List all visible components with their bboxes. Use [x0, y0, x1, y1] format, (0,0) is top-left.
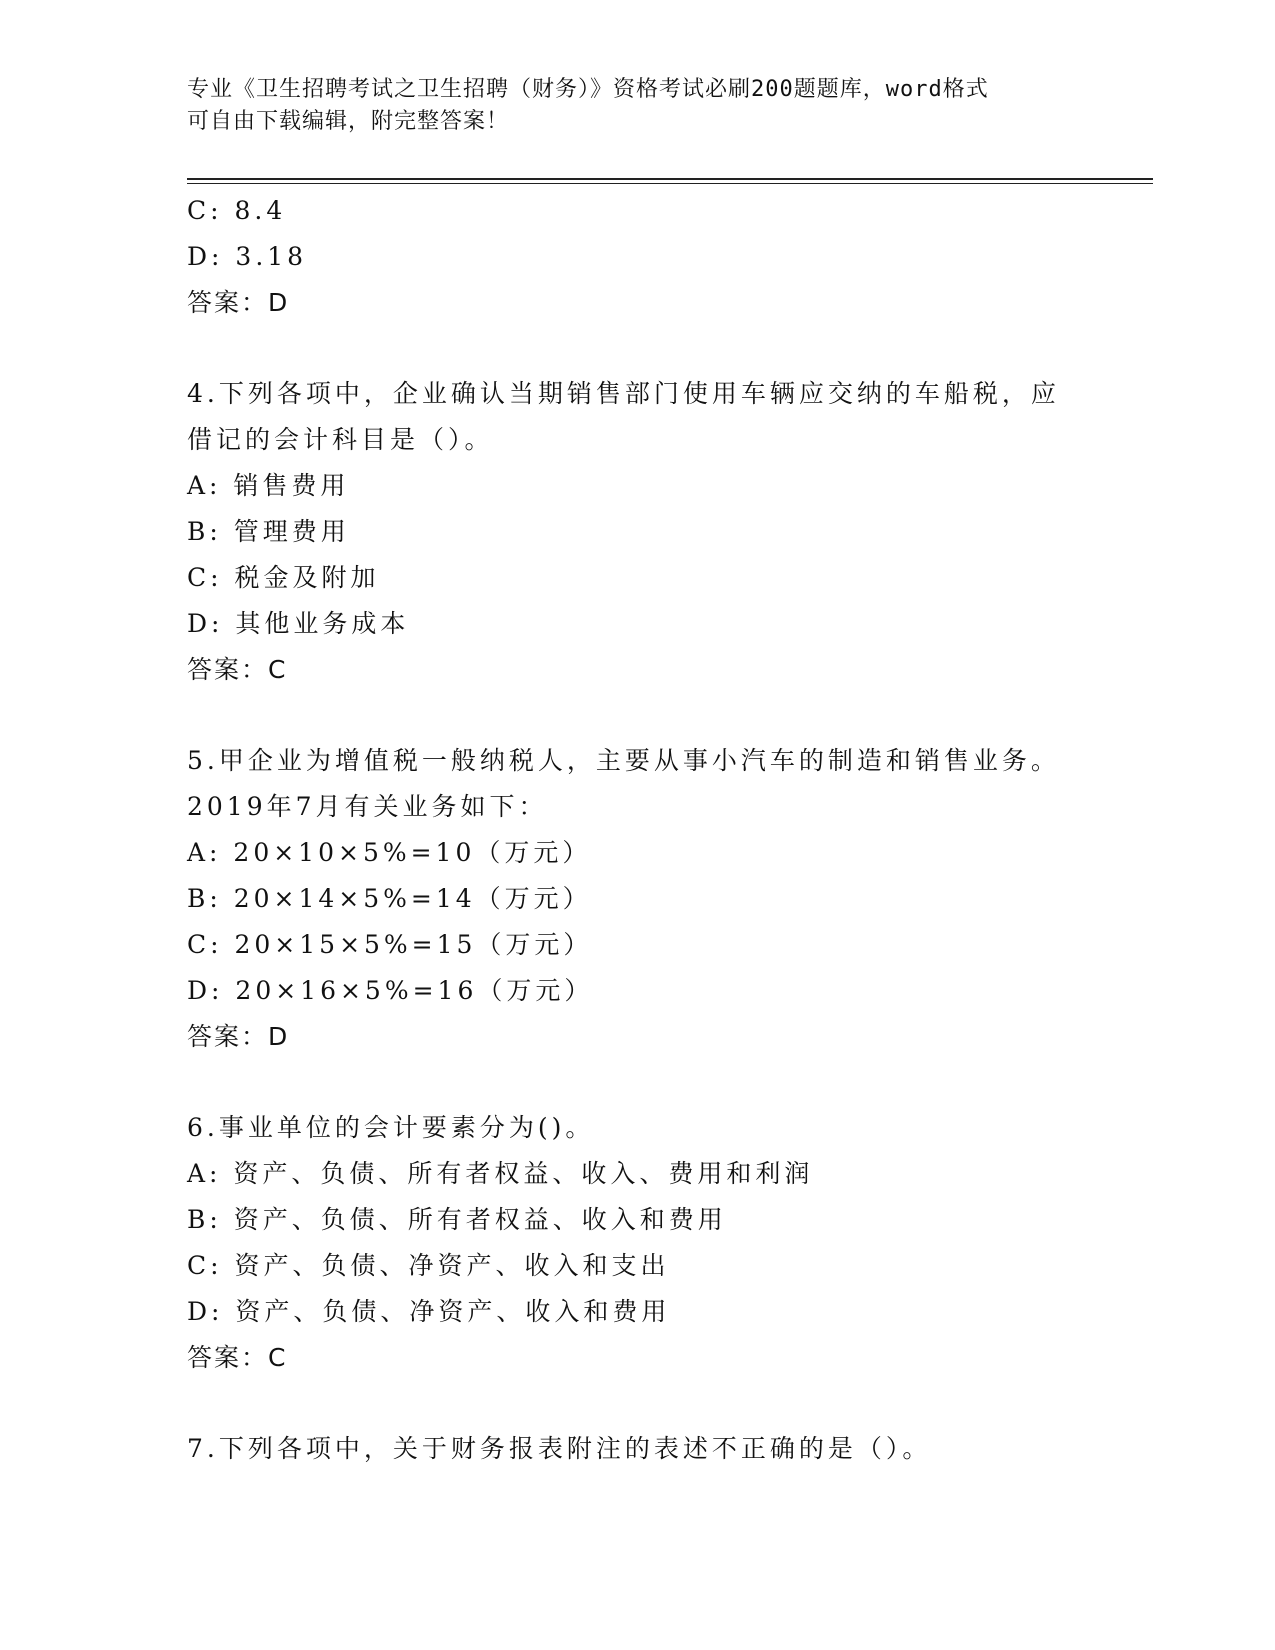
option-a: A: 销售费用 [187, 471, 350, 500]
question-6 [187, 1105, 1087, 1381]
header-divider-thick [187, 178, 1153, 180]
option-d: D: 3.18 [187, 242, 308, 271]
question-stem: 7.下列各项中，关于财务报表附注的表述不正确的是（）。 [187, 1434, 932, 1463]
question-stem: 6.事业单位的会计要素分为()。 [187, 1113, 595, 1142]
option-c: C: 资产、负债、净资产、收入和支出 [187, 1251, 670, 1280]
option-d: D: 其他业务成本 [187, 609, 410, 638]
question-stem: 借记的会计科目是（）。 [187, 425, 494, 454]
option-c: C: 20×15×5%=15（万元） [187, 930, 593, 959]
question-4 [187, 371, 1087, 693]
option-b: B: 20×14×5%=14（万元） [187, 884, 592, 913]
option-b: B: 管理费用 [187, 517, 350, 546]
answer: 答案：C [187, 655, 288, 684]
answer: 答案：C [187, 1343, 288, 1372]
header-line-1: 专业《卫生招聘考试之卫生招聘（财务）》资格考试必刷200题题库，word格式 [187, 77, 989, 102]
option-c: C: 税金及附加 [187, 563, 380, 592]
option-c: C: 8.4 [187, 196, 287, 225]
option-b: B: 资产、负债、所有者权益、收入和费用 [187, 1205, 727, 1234]
answer: 答案：D [187, 1022, 290, 1051]
spacer [187, 326, 1087, 371]
question-list [187, 188, 1087, 1472]
spacer [187, 1060, 1087, 1105]
question-3 [187, 188, 1087, 326]
option-a: A: 资产、负债、所有者权益、收入、费用和利润 [187, 1159, 814, 1188]
header-divider-thin [187, 183, 1153, 184]
question-stem: 2019年7月有关业务如下： [187, 792, 548, 821]
option-a: A: 20×10×5%=10（万元） [187, 838, 592, 867]
option-d: D: 资产、负债、净资产、收入和费用 [187, 1297, 671, 1326]
question-stem: 4.下列各项中，企业确认当期销售部门使用车辆应交纳的车船税，应 [187, 379, 1060, 408]
spacer [187, 1381, 1087, 1426]
header-line-2: 可自由下载编辑，附完整答案！ [187, 109, 510, 134]
spacer [187, 693, 1087, 738]
answer: 答案：D [187, 288, 290, 317]
question-7 [187, 1426, 1087, 1472]
document-header [187, 74, 1087, 138]
question-5 [187, 738, 1087, 1060]
option-d: D: 20×16×5%=16（万元） [187, 976, 594, 1005]
question-stem: 5.甲企业为增值税一般纳税人，主要从事小汽车的制造和销售业务。 [187, 746, 1060, 775]
